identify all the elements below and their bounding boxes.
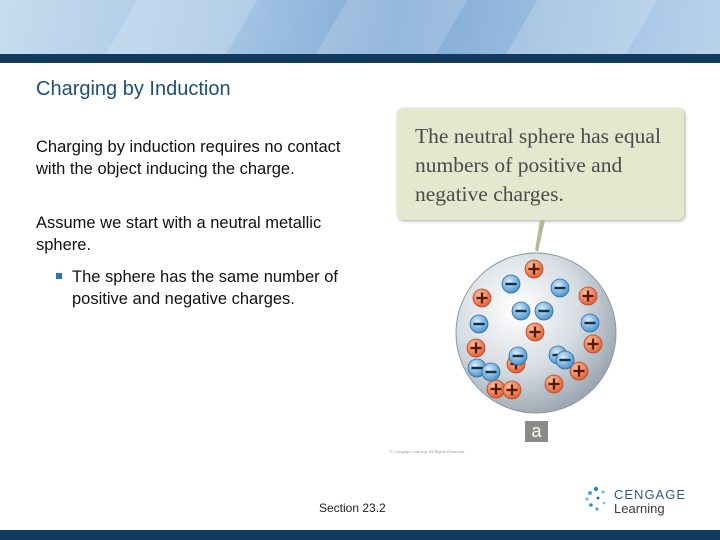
bullet-square-icon (56, 273, 62, 279)
header-banner (0, 0, 720, 54)
figure-callout (397, 108, 684, 220)
negative-charge (535, 302, 553, 320)
positive-charge (467, 339, 485, 357)
positive-charge (473, 289, 491, 307)
negative-charge (551, 279, 569, 297)
callout-text: The neutral sphere has equal numbers of positive and negative charges. (415, 124, 661, 206)
banner-streak (491, 0, 669, 54)
negative-charge (470, 315, 488, 333)
cengage-dots-icon (584, 485, 612, 515)
panel-label: a (525, 421, 548, 442)
callout-pointer (535, 220, 545, 252)
section-footer: Section 23.2 (319, 501, 386, 515)
logo-text-learning: Learning (614, 501, 665, 516)
negative-charge (502, 275, 520, 293)
banner-streak (301, 0, 479, 54)
negative-charge (581, 314, 599, 332)
cengage-logo (584, 485, 687, 520)
positive-charge (525, 260, 543, 278)
footer-bar (0, 530, 720, 540)
bullet-text: The sphere has the same number of positive and negative charges. (72, 268, 338, 308)
paragraph-neutral-sphere: Assume we start with a neutral metallic sphere. (36, 214, 322, 254)
positive-charge (584, 335, 602, 353)
neutral-sphere-figure (440, 210, 620, 420)
positive-charge (579, 287, 597, 305)
positive-charge (545, 375, 563, 393)
negative-charge (482, 363, 500, 381)
banner-streak (91, 0, 269, 54)
positive-charge (487, 380, 505, 398)
positive-charge (526, 323, 544, 341)
positive-charge (503, 381, 521, 399)
paragraph-induction: Charging by induction requires no contact with the object inducing the charge. (36, 138, 341, 178)
slide-title: Charging by Induction (36, 78, 231, 100)
negative-charge (556, 351, 574, 369)
logo-text-cengage: CENGAGE (614, 487, 687, 502)
copyright-note: © Cengage Learning. All Rights Reserved. (390, 449, 466, 454)
header-bar (0, 54, 720, 63)
negative-charge (509, 347, 527, 365)
negative-charge (512, 302, 530, 320)
